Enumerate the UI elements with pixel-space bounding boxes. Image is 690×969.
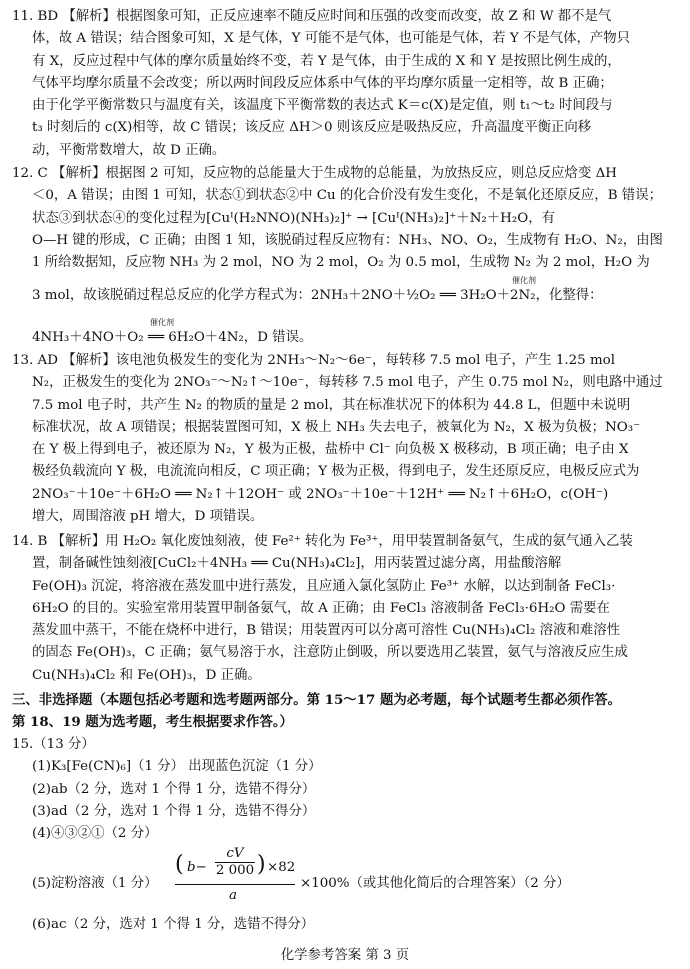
q12-eq-text: 3 mol，故该脱硝过程总反应的化学方程式为：2NH₃＋2NO＋½O₂ ══ 3H₂O＋2N₂，化整得： (32, 288, 603, 303)
q12-line: ＜0，A 错误；由图 1 可知，状态①到状态②中 Cu 的化合价没有发生变化，不是氧化还原反应，B 错误； (32, 188, 662, 204)
question-11 (12, 6, 680, 162)
q15-times82: ×82 (267, 860, 296, 875)
q15-item-6: (6)ac（2 分，选对 1 个得 1 分，选错不得分） (32, 917, 315, 932)
question-12 (12, 163, 680, 274)
q11-line: 动，平衡常数增大，故 D 正确。 (32, 142, 226, 158)
q15-item: (2)ab（2 分，选对 1 个得 1 分，选错不得分） (32, 781, 316, 797)
q13-line: 增大，周围溶液 pH 增大，D 项错误。 (32, 509, 264, 525)
q12-line: O—H 键的形成，C 正确；由图 1 知，该脱硝过程反应物有：NH₃、NO、O₂，生成物有 H₂O、N₂，由图 (32, 232, 663, 248)
question-14 (12, 531, 680, 687)
q13-line: 2NO₃⁻＋10e⁻＋6H₂O ══ N₂↑＋12OH⁻ 或 2NO₃⁻＋10e⁻＋12H⁺ ══ N₂↑＋6H₂O，c(OH⁻) (32, 486, 609, 502)
q12-eq-text-2: 4NH₃＋4NO＋O₂ ══ 6H₂O＋4N₂，D 错误。 (32, 330, 313, 345)
q14-line: 置，制备碱性蚀刻液[CuCl₂＋4NH₃ ══ Cu(NH₃)₄Cl₂]，用丙装置过滤分离，用盐酸溶解 (32, 556, 562, 572)
q15-2000: 2 000 (215, 863, 255, 878)
q12-line: 状态③到状态④的变化过程为[Cuᴵ(H₂NNO)(NH₃)₂]⁺ → [Cuᴵ(NH₃)₂]⁺＋N₂＋H₂O，有 (32, 210, 555, 226)
q15-item5-suffix: ×100%（或其他化简后的合理答案）（2 分） (300, 876, 570, 891)
section-line: 第 18、19 题为选考题，考生根据要求作答。） (12, 714, 293, 731)
q11-line: t₃ 时刻后的 c(X)相等，故 C 错误；该反应 ΔH＞0 则该反应是吸热反应，升高温度平衡正向移 (32, 120, 592, 136)
q12-line: 12. C 【解析】根据图 2 可知，反应物的总能量大于生成物的总能量，为放热反应，则总反应焓变 ΔH (12, 166, 617, 181)
q14-line: Cu(NH₃)₄Cl₂ 和 Fe(OH)₃，D 正确。 (32, 667, 261, 683)
q15-fraction: ( b− cV 2 000 ) ×82 a (175, 846, 296, 903)
q11-line: 由于化学平衡常数只与温度有关，该温度下平衡常数的表达式 K＝c(X)是定值，则 t₁～t₂ 时间段与 (32, 98, 613, 114)
q15-den: a (229, 888, 237, 903)
q15-item: (4)④③②①（2 分） (32, 826, 158, 842)
q14-line: 的固态 Fe(OH)₃，C 正确；氨气易溶于水，注意防止倒吸，所以要选用乙装置，氨气与溶液反应生成 (32, 645, 628, 661)
q13-line: 标准状况，故 A 项错误；根据装置图可知，X 极上 NH₃ 失去电子，被氧化为 N₂，X 极为负极；NO₃⁻ (32, 419, 641, 435)
q15-inner-frac (215, 846, 255, 879)
q14-line: 6H₂O 的目的。实验室常用装置甲制备氨气，故 A 正确；由 FeCl₃ 溶液制备 FeCl₃·6H₂O 需要在 (32, 600, 610, 616)
section-3-heading (12, 689, 680, 734)
q13-line: 在 Y 极上得到电子，被还原为 N₂，Y 极为正极，盐桥中 Cl⁻ 向负极 X 极移动，B 项正确；电子由 X (32, 442, 629, 458)
q11-line: 11. BD 【解析】根据图象可知，正反应速率不随反应时间和压强的改变而改变，故 Z 和 W 都不是气 (12, 9, 612, 24)
q14-line: Fe(OH)₃ 沉淀，将溶液在蒸发皿中进行蒸发，且应通入氯化氢防止 Fe³⁺ 水解，以达到制备 FeCl₃· (32, 578, 616, 594)
q12-catalyst-label: 催化剂 (512, 276, 536, 285)
section-line: 三、非选择题（本题包括必考题和选考题两部分。第 15～17 题为必考题，每个试题考生都必须作答。 (12, 692, 621, 708)
q15-item-5 (32, 846, 682, 916)
q14-line: 14. B 【解析】用 H₂O₂ 氧化废蚀刻液，使 Fe²⁺ 转化为 Fe³⁺，用甲装置制备氨气，生成的氨气通入乙装 (12, 534, 633, 549)
q12-equation-2 (32, 318, 682, 345)
page-footer: 化学参考答案 第 3 页 (280, 948, 410, 963)
q13-line: 13. AD 【解析】该电池负极发生的变化为 2NH₃～N₂～6e⁻，每转移 7.5 mol 电子，产生 1.25 mol (12, 353, 615, 368)
q15-item: (1)K₃[Fe(CN)₆]（1 分） 出现蓝色沉淀（1 分） (32, 759, 322, 775)
q15-item: (3)ad（2 分，选对 1 个得 1 分，选错不得分） (32, 803, 316, 819)
question-15 (12, 734, 680, 845)
q12-line: 1 所给数据知，反应物 NH₃ 为 2 mol，NO 为 2 mol，O₂ 为 0.5 mol，生成物 N₂ 为 2 mol，H₂O 为 (32, 255, 650, 271)
q13-line: 7.5 mol 电子时，共产生 N₂ 的物质的量是 2 mol，其在标准状况下的体积为 44.8 L，但题中未说明 (32, 397, 631, 413)
q13-line: N₂，正极发生的变化为 2NO₃⁻～N₂↑～10e⁻，每转移 7.5 mol 电子，产生 0.75 mol N₂，则电路中通过 (32, 375, 663, 391)
q15-item5-prefix: (5)淀粉溶液（1 分） (32, 876, 158, 891)
q11-line: 体，故 A 错误；结合图象可知，X 是气体，Y 可能不是气体，也可能是气体，若 Y 不是气体，产物只 (32, 31, 631, 47)
q14-line: 蒸发皿中蒸干，不能在烧杯中进行，B 错误；用装置丙可以分离可溶性 Cu(NH₃)₄Cl₂ 溶液和难溶性 (32, 623, 621, 639)
q15-b-minus: b− (187, 860, 207, 875)
q15-header: 15.（13 分） (12, 737, 95, 752)
q15-cv: cV (226, 846, 244, 861)
question-13 (12, 350, 680, 528)
q13-line: 极经负载流向 Y 极，电流流向相反，C 项正确；Y 极为正极，得到电子，发生还原反应，电极反应式为 (32, 464, 640, 480)
q11-line: 气体平均摩尔质量不会改变；所以两时间段反应体系中气体的平均摩尔质量一定相等，故 B 正确； (32, 75, 613, 91)
q12-equation-1 (32, 276, 682, 303)
fraction-bar (175, 884, 295, 885)
q11-line: 有 X，反应过程中气体的摩尔质量始终不变，若 Y 是气体，由于生成的 X 和 Y 是按照比例生成的， (32, 53, 621, 69)
q12-catalyst-label-2: 催化剂 (150, 318, 174, 327)
q15-item-6-wrap (12, 914, 680, 936)
